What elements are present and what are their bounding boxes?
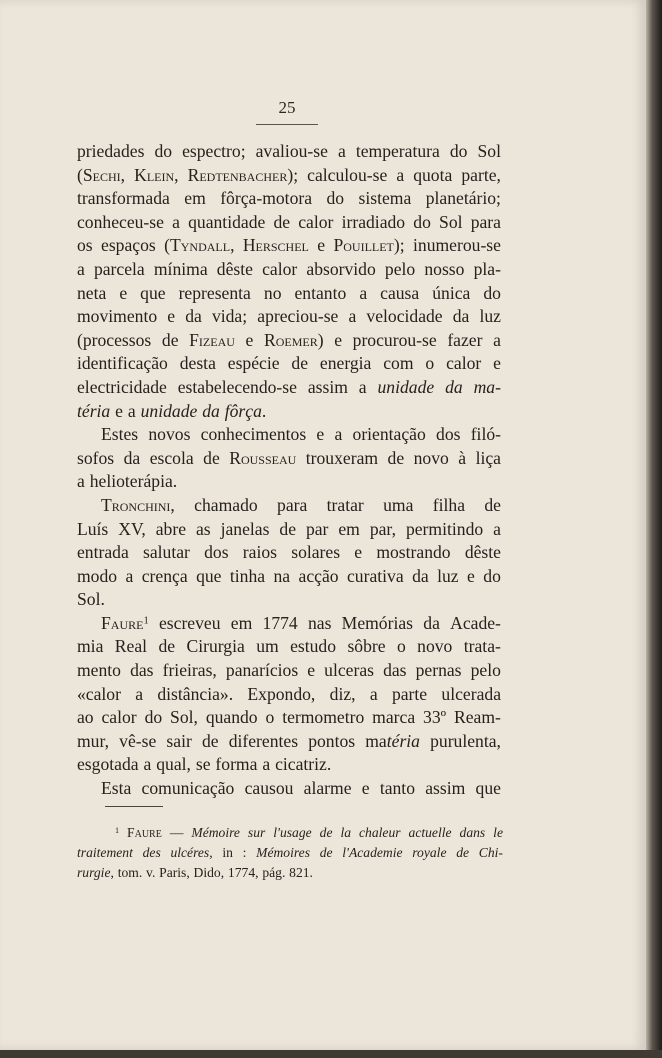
footnote-rule — [105, 806, 163, 807]
body-line: priedades do espectro; avaliou-se a temperatura do Sol — [77, 141, 501, 161]
body-line: Faure$^1$ escreveu em 1774 nas Memórias da Acade- — [101, 612, 501, 633]
page-edge-shadow — [646, 0, 662, 1058]
footnote-line: rurgie, tom. v. Paris, Dido, 1774, pág. 821. — [77, 865, 313, 880]
body-line: (processos de Fizeau e Roemer) e procurou-se fazer a — [77, 329, 501, 350]
page-bottom-edge — [0, 1050, 662, 1058]
body-text — [77, 140, 501, 801]
body-line: mia Real de Cirurgia um estudo sôbre o novo trata- — [77, 636, 501, 657]
body-line: Luís XV, abre as janelas de par em par, permitindo a — [77, 518, 501, 539]
body-line: movimento e da vida; apreciou-se a velocidade da luz — [77, 306, 501, 327]
body-line: Estes novos conhecimentos e a orientação dos filó- — [101, 424, 501, 445]
body-line: identificação desta espécie de energia com o calor e — [77, 353, 501, 374]
body-line: a helioterápia. — [77, 471, 178, 492]
body-line: transformada em fôrça-motora do sistema planetário; — [77, 188, 501, 209]
body-line: ao calor do Sol, quando o termometro marca 33º Ream- — [77, 707, 501, 728]
body-line: modo a crença que tinha na acção curativa da luz e do — [77, 565, 501, 586]
body-line: neta e que representa no entanto a causa única do — [77, 282, 501, 303]
page-number: 25 — [278, 98, 296, 117]
page-number-rule — [256, 124, 318, 125]
body-line: a parcela mínima dêste calor absorvido pelo nosso pla- — [77, 258, 501, 279]
body-line: sofos da escola de Rousseau trouxeram de novo à liça — [77, 447, 501, 468]
body-line: Tronchini, chamado para tratar uma filha de — [101, 494, 501, 515]
body-line: Sol. — [77, 589, 105, 610]
body-line: téria e a unidade da fôrça. — [77, 400, 267, 421]
body-line: entrada salutar dos raios solares e mostrando dêste — [77, 542, 501, 563]
footnote-line: $^1$ Faure — Mémoire sur l'usage de la chaleur actuelle dans le — [115, 825, 503, 840]
body-line: os espaços (Tyndall, Herschel e Pouillet); inumerou-se — [77, 235, 501, 256]
body-line: «calor a distância». Expondo, diz, a parte ulcerada — [77, 683, 501, 704]
body-line: mento das frieiras, panarícios e ulceras das pernas pelo — [77, 660, 501, 681]
body-line: Esta comunicação causou alarme e tanto assim que — [101, 778, 501, 799]
body-line: conheceu-se a quantidade de calor irradiado do Sol para — [77, 211, 501, 232]
body-line: electricidade estabelecendo-se assim a unidade da ma- — [77, 376, 501, 397]
body-line: (Sechi, Klein, Redtenbacher); calculou-se a quota parte, — [77, 164, 501, 185]
footnote — [77, 823, 503, 883]
footnote-line: traitement des ulcéres, in : Mémoires de l'Academie royale de Chi- — [77, 845, 503, 860]
body-line: mur, vê-se sair de diferentes pontos matéria purulenta, — [77, 730, 501, 751]
body-line: esgotada a qual, se forma a cicatriz. — [77, 754, 332, 775]
